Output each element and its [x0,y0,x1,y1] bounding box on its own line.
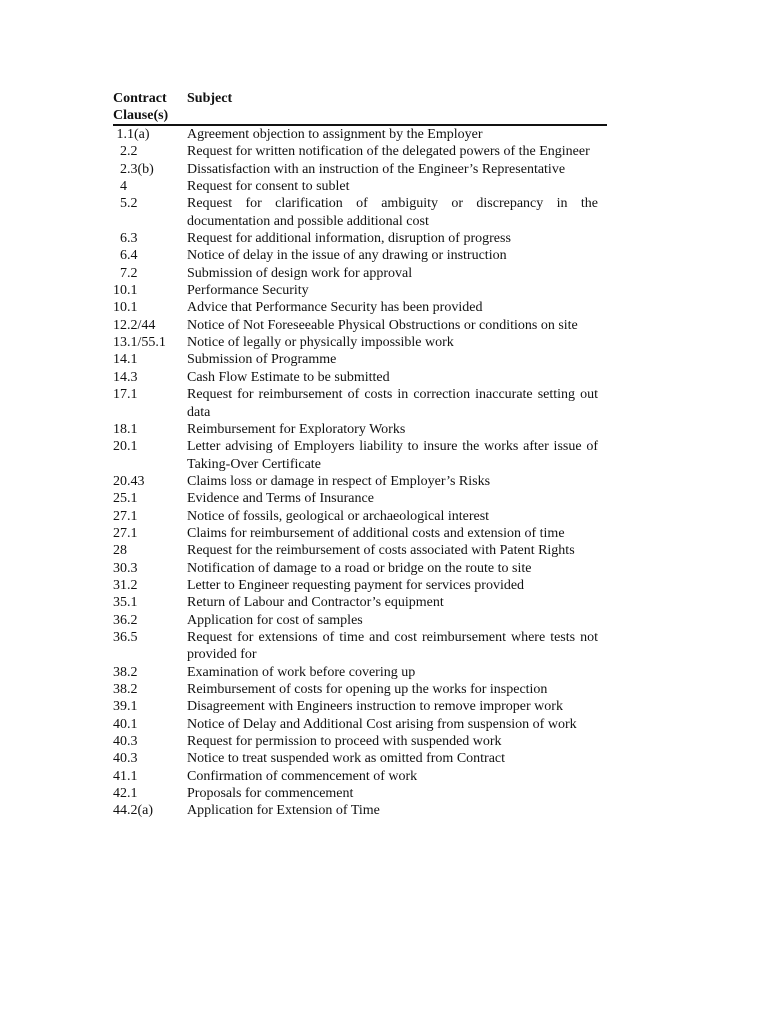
clause-cell: 27.1 [113,525,138,541]
table-row [113,438,607,473]
subject-cell: Return of Labour and Contractor’s equipment [187,595,444,611]
clause-cell: 35.1 [113,595,138,611]
table-row [113,299,607,316]
table-row [113,733,607,750]
subject-cell: Notice of delay in the issue of any drawing or instruction [187,248,507,264]
table-row [113,490,607,507]
table-row [113,351,607,368]
table-row [113,594,607,611]
subject-cell: Agreement objection to assignment by the Employer [187,127,483,142]
clause-cell: 40.3 [113,734,138,750]
clause-cell: 42.1 [113,786,138,802]
table-row [113,577,607,594]
subject-cell: Examination of work before covering up [187,664,416,680]
clause-cell: 7.2 [113,265,138,281]
subject-cell: Request for additional information, disruption of progress [187,231,511,247]
table-row [113,178,607,195]
header-clause [113,90,187,124]
table-row [113,664,607,681]
clause-cell: 38.2 [113,664,138,680]
clause-cell: 20.43 [113,473,145,489]
clause-cell: 6.3 [113,231,138,247]
clause-cell: 2.2 [113,144,138,160]
clause-cell: 28 [113,543,127,559]
table-row [113,785,607,802]
clause-cell: 41.1 [113,768,138,784]
subject-cell: Notification of damage to a road or bridge on the route to site [187,560,532,576]
subject-cell: Notice of Not Foreseeable Physical Obstructions or conditions on site [187,317,578,333]
clause-cell: 38.2 [113,682,138,697]
table-row [113,143,607,160]
subject-cell: Request for permission to proceed with suspended work [187,734,502,750]
clause-cell: 13.1/55.1 [113,335,166,351]
subject-cell: Letter advising of Employers liability to insure the works after issue of Taking-Over Certificate [187,439,598,472]
subject-cell: Notice of legally or physically impossible work [187,335,454,351]
subject-cell: Performance Security [187,283,309,299]
clause-cell: 12.2/44 [113,317,156,333]
clause-cell: 14.1 [113,352,138,368]
clause-cell: 44.2(a) [113,803,154,819]
table-row [113,750,607,767]
subject-cell: Advice that Performance Security has been provided [187,300,483,316]
clause-cell: 2.3(b) [113,161,154,177]
table-row [113,768,607,785]
subject-cell: Confirmation of commencement of work [187,768,418,784]
header-subject: Subject [187,91,233,106]
subject-cell: Request for the reimbursement of costs associated with Patent Rights [187,543,575,559]
subject-cell: Request for clarification of ambiguity or discrepancy in the documentation and possible additional cost [187,196,598,229]
subject-cell: Disagreement with Engineers instruction to remove improper work [187,699,563,715]
clause-cell: 31.2 [113,577,138,593]
subject-cell: Claims for reimbursement of additional costs and extension of time [187,525,565,541]
table-row [113,126,607,143]
clause-cell: 27.1 [113,508,138,524]
table-row [113,802,607,819]
table-row [113,629,607,664]
table-row [113,508,607,525]
subject-cell: Notice of fossils, geological or archaeological interest [187,508,490,524]
clause-cell: 17.1 [113,387,138,403]
table-row [113,282,607,299]
subject-cell: Proposals for commencement [187,786,354,802]
clause-cell: 39.1 [113,699,138,715]
subject-cell: Application for Extension of Time [187,803,380,819]
header-clause-line2: Clause(s) [113,108,169,123]
subject-cell: Reimbursement of costs for opening up the works for inspection [187,682,548,697]
clause-cell: 10.1 [113,283,138,299]
subject-cell: Letter to Engineer requesting payment for services provided [187,577,525,593]
subject-cell: Submission of Programme [187,352,337,368]
clause-cell: 36.5 [113,629,138,645]
subject-cell: Request for reimbursement of costs in correction inaccurate setting out data [187,387,598,420]
subject-cell: Request for extensions of time and cost reimbursement where tests not provided for [187,629,598,663]
subject-cell: Notice to treat suspended work as omitted from Contract [187,751,506,767]
subject-cell: Application for cost of samples [187,612,363,628]
clause-cell: 4 [113,179,127,195]
table-row [113,681,607,698]
table-row [113,247,607,264]
clause-cell: 25.1 [113,491,138,507]
table-row [113,317,607,334]
subject-cell: Reimbursement for Exploratory Works [187,421,406,437]
subject-cell: Cash Flow Estimate to be submitted [187,369,390,385]
table-row [113,560,607,577]
clause-cell: 1.1(a) [113,127,150,142]
clause-cell: 40.3 [113,751,138,767]
table-row [113,473,607,490]
table-row [113,195,607,230]
subject-cell: Request for consent to sublet [187,179,350,195]
clause-cell: 18.1 [113,421,138,437]
table-header [113,90,607,126]
subject-cell: Submission of design work for approval [187,265,413,281]
clause-cell: 5.2 [113,196,138,212]
table-row [113,525,607,542]
document-page [113,90,607,820]
header-clause-line1: Contract [113,91,167,106]
table-row [113,698,607,715]
subject-cell: Dissatisfaction with an instruction of the Engineer’s Representative [187,161,566,177]
table-row [113,612,607,629]
table-row [113,161,607,178]
subject-cell: Evidence and Terms of Insurance [187,491,374,507]
table-row [113,334,607,351]
table-row [113,369,607,386]
table-row [113,386,607,421]
clause-cell: 40.1 [113,716,138,732]
table-row [113,230,607,247]
subject-cell: Claims loss or damage in respect of Employer’s Risks [187,473,491,489]
clause-cell: 30.3 [113,560,138,576]
table-row [113,716,607,733]
clause-cell: 6.4 [113,248,138,264]
subject-cell: Notice of Delay and Additional Cost arising from suspension of work [187,716,577,732]
table-row [113,542,607,559]
clause-cell: 36.2 [113,612,138,628]
table-row [113,265,607,282]
table-body [113,126,607,820]
table-row [113,421,607,438]
clause-cell: 14.3 [113,369,138,385]
subject-cell: Request for written notification of the delegated powers of the Engineer [187,144,590,160]
clause-cell: 20.1 [113,439,138,455]
clause-cell: 10.1 [113,300,138,316]
